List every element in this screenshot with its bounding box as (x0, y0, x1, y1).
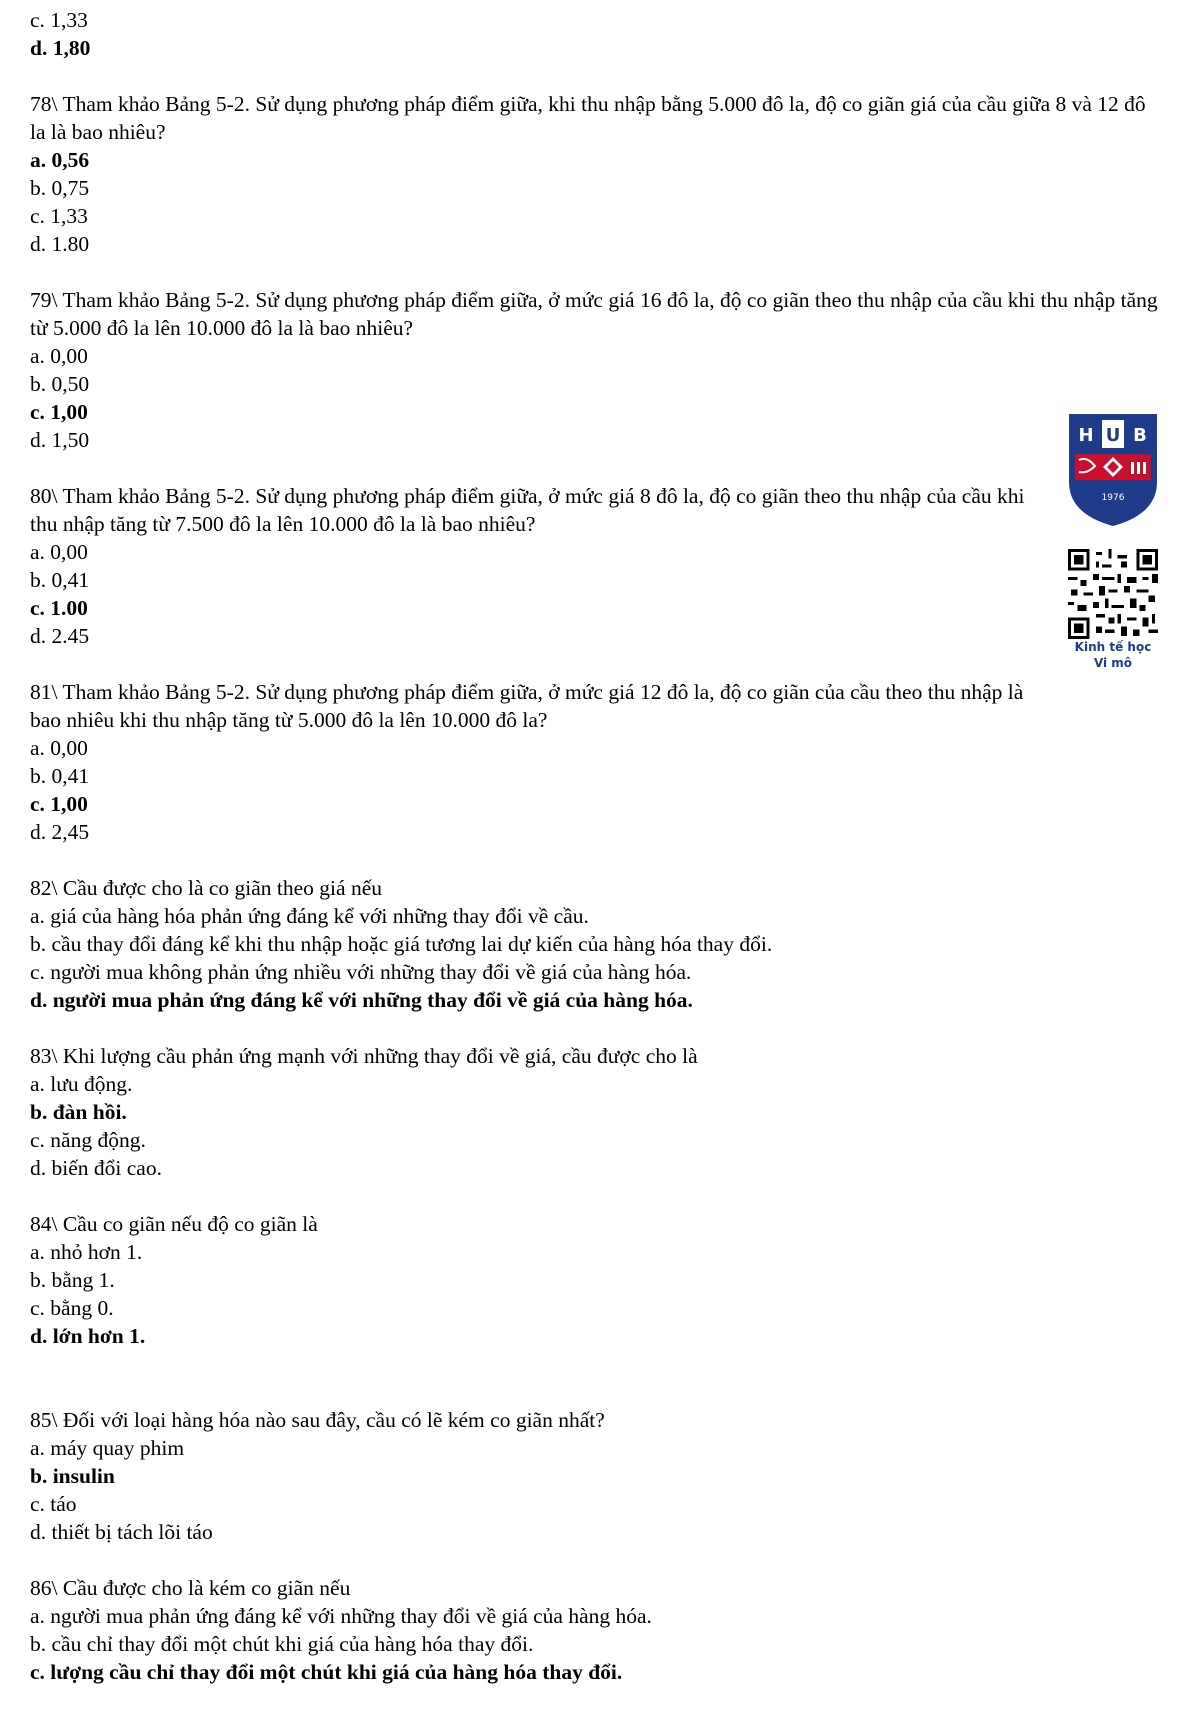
answer-option: d. 1.80 (30, 232, 90, 256)
answer-option: c. năng động. (30, 1128, 146, 1152)
answer-option-correct: c. 1,00 (30, 792, 88, 816)
answer-option: a. 0,00 (30, 540, 88, 564)
answer-option: b. cầu chỉ thay đổi một chút khi giá của hàng hóa thay đổi. (30, 1632, 534, 1656)
answer-option: c. 1,33 (30, 204, 88, 228)
logo-year: 1976 (1101, 493, 1125, 503)
hub-shield-logo (1065, 410, 1161, 528)
answer-option: c. bằng 0. (30, 1296, 114, 1320)
answer-option-correct: d. lớn hơn 1. (30, 1324, 146, 1348)
answer-option: b. 0,41 (30, 764, 90, 788)
question-q83 (30, 1042, 1160, 1182)
logo-letter-b: B (1133, 425, 1147, 446)
answer-option: a. 0,00 (30, 344, 88, 368)
answer-option: a. máy quay phim (30, 1436, 185, 1460)
answer-option: d. 2,45 (30, 820, 90, 844)
question-q78 (30, 90, 1160, 258)
question-text: 86\ Cầu được cho là kém co giãn nếu (30, 1576, 351, 1600)
question-text: 79\ Tham khảo Bảng 5-2. Sử dụng phương pháp điểm giữa, ở mức giá 16 đô la, độ co giãn theo thu nhập của cầu khi thu nhập tăng từ 5.000 đô la lên 10.000 đô la là bao nhiêu? (30, 288, 1158, 340)
question-text: 81\ Tham khảo Bảng 5-2. Sử dụng phương pháp điểm giữa, ở mức giá 12 đô la, độ co giãn của cầu theo thu nhập là bao nhiêu khi thu nhập tăng từ 5.000 đô la lên 10.000 đô la? (30, 680, 1024, 732)
answer-option: d. 2.45 (30, 624, 90, 648)
answer-option-correct: c. 1.00 (30, 596, 88, 620)
answer-option: b. 0,41 (30, 568, 90, 592)
answer-option: c. người mua không phản ứng nhiều với những thay đổi về giá của hàng hóa. (30, 960, 692, 984)
answer-option: a. lưu động. (30, 1072, 133, 1096)
question-q81 (30, 678, 1160, 846)
question-q77-tail (30, 6, 1160, 62)
document-body (30, 6, 1160, 1714)
logo-letter-h: H (1078, 425, 1094, 446)
answer-option: d. biến đổi cao. (30, 1156, 162, 1180)
answer-option: a. giá của hàng hóa phản ứng đáng kể với những thay đổi về cầu. (30, 904, 589, 928)
logo-letter-u: U (1105, 425, 1121, 446)
logo-caption-line1: Kinh tế học (1074, 640, 1152, 654)
answer-option: b. 0,75 (30, 176, 90, 200)
question-q86 (30, 1574, 1160, 1686)
logo-caption-line2: Vi mô (1093, 656, 1133, 670)
question-q82 (30, 874, 1160, 1014)
question-q84 (30, 1210, 1160, 1350)
answer-option-correct: b. insulin (30, 1464, 115, 1488)
question-text: 83\ Khi lượng cầu phản ứng mạnh với những thay đổi về giá, cầu được cho là (30, 1044, 698, 1068)
answer-option: c. 1,33 (30, 8, 88, 32)
answer-option: d. thiết bị tách lõi táo (30, 1520, 213, 1544)
answer-option: a. người mua phản ứng đáng kể với những thay đổi về giá của hàng hóa. (30, 1604, 652, 1628)
question-text: 80\ Tham khảo Bảng 5-2. Sử dụng phương pháp điểm giữa, ở mức giá 8 đô la, độ co giãn theo thu nhập của cầu khi thu nhập tăng từ 7.500 đô la lên 10.000 đô la là bao nhiêu? (30, 484, 1025, 536)
answer-option: a. nhỏ hơn 1. (30, 1240, 143, 1264)
answer-option: b. bằng 1. (30, 1268, 115, 1292)
answer-option: b. 0,50 (30, 372, 90, 396)
answer-option-correct: c. 1,00 (30, 400, 88, 424)
question-text: 85\ Đối với loại hàng hóa nào sau đây, cầu có lẽ kém co giãn nhất? (30, 1408, 605, 1432)
answer-option-correct: d. 1,80 (30, 36, 91, 60)
question-q85 (30, 1406, 1160, 1546)
answer-option: d. 1,50 (30, 428, 90, 452)
question-q80 (30, 482, 1160, 650)
question-text: 82\ Cầu được cho là co giãn theo giá nếu (30, 876, 382, 900)
question-q79 (30, 286, 1160, 454)
qr-code-icon[interactable] (1068, 549, 1158, 639)
answer-option-correct: d. người mua phản ứng đáng kể với những thay đổi về giá của hàng hóa. (30, 988, 693, 1012)
answer-option-correct: b. đàn hồi. (30, 1100, 127, 1124)
question-text: 84\ Cầu co giãn nếu độ co giãn là (30, 1212, 318, 1236)
question-text: 78\ Tham khảo Bảng 5-2. Sử dụng phương pháp điểm giữa, khi thu nhập bằng 5.000 đô la, độ co giãn giá của cầu giữa 8 và 12 đô la là bao nhiêu? (30, 92, 1146, 144)
answer-option-correct: a. 0,56 (30, 148, 90, 172)
answer-option: b. cầu thay đổi đáng kể khi thu nhập hoặc giá tương lai dự kiến của hàng hóa thay đổi. (30, 932, 773, 956)
hub-logo-block (1065, 410, 1161, 671)
answer-option-correct: c. lượng cầu chỉ thay đổi một chút khi giá của hàng hóa thay đổi. (30, 1660, 623, 1684)
answer-option: c. táo (30, 1492, 77, 1516)
answer-option: a. 0,00 (30, 736, 88, 760)
